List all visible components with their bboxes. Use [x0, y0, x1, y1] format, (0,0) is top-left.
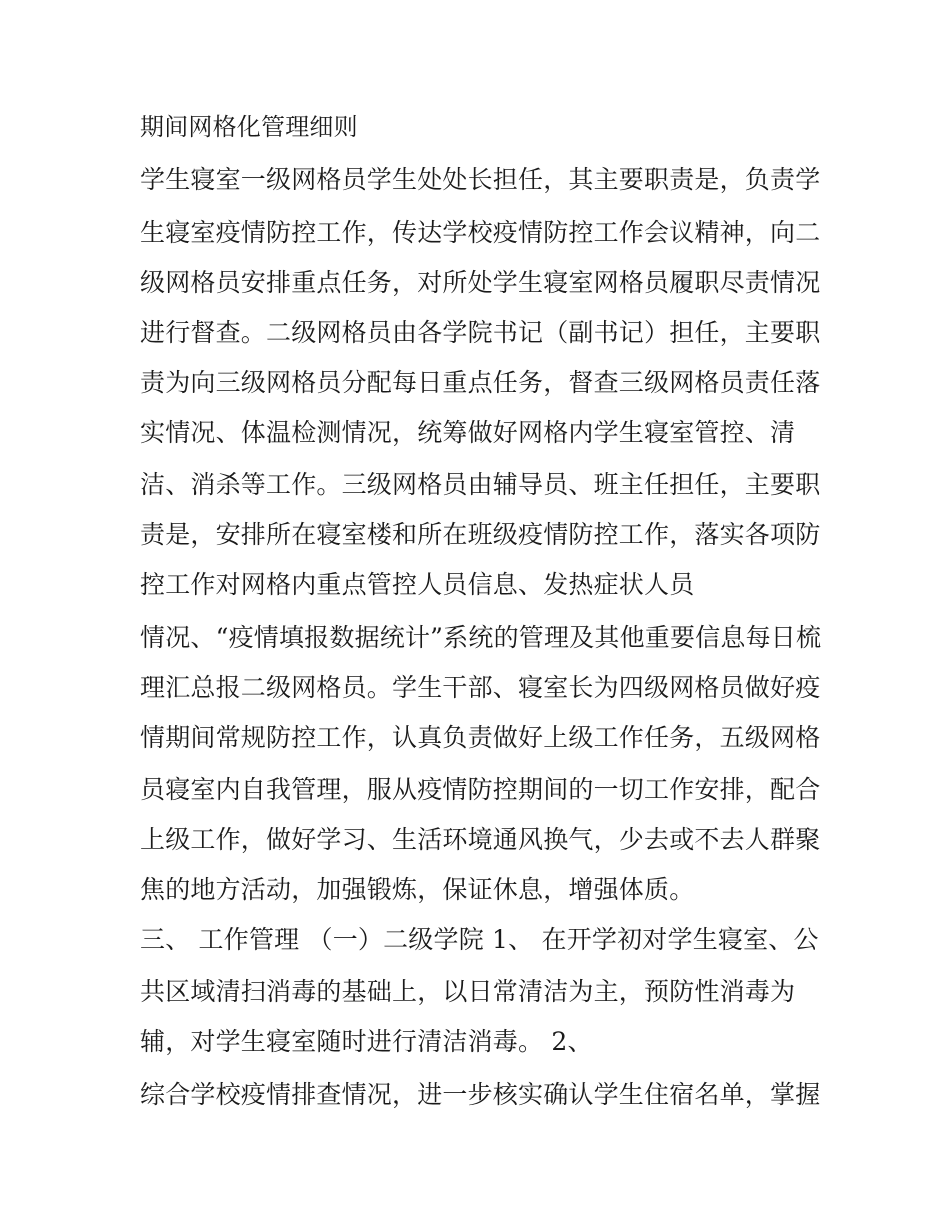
- text-line: 学生寝室一级网格员学生处处长担任，其主要职责是，负责学: [140, 165, 821, 194]
- text-line: 生寝室疫情防控工作，传达学校疫情防控工作会议精神，向二: [140, 218, 821, 247]
- text-line: 焦的地方活动，加强锻炼，保证休息，增强体质。: [140, 875, 695, 904]
- section-heading-line: 三、 工作管理 （一）二级学院 1、 在开学初对学生寝室、公: [140, 925, 819, 954]
- text-line: 控工作对网格内重点管控人员信息、发热症状人员: [140, 570, 695, 599]
- text-line: 员寝室内自我管理，服从疫情防控期间的一切工作安排，配合: [140, 775, 821, 804]
- text-line: 情况、“疫情填报数据统计”系统的管理及其他重要信息每日梳: [140, 623, 822, 652]
- text-line: 共区域清扫消毒的基础上，以日常清洁为主，预防性消毒为: [140, 977, 796, 1006]
- text-line: 综合学校疫情排查情况，进一步核实确认学生住宿名单，掌握: [140, 1080, 821, 1109]
- text-line: 责是，安排所在寝室楼和所在班级疫情防控工作，落实各项防: [140, 520, 821, 549]
- text-line: 实情况、体温检测情况，统筹做好网格内学生寝室管控、清: [140, 418, 796, 447]
- text-line: 级网格员安排重点任务，对所处学生寝室网格员履职尽责情况: [140, 268, 821, 297]
- text-line: 上级工作，做好学习、生活环境通风换气，少去或不去人群聚: [140, 825, 821, 854]
- text-line: 洁、消杀等工作。三级网格员由辅导员、班主任担任，主要职: [140, 470, 821, 499]
- text-line: 情期间常规防控工作，认真负责做好上级工作任务，五级网格: [140, 723, 821, 752]
- document-heading: 期间网格化管理细则: [140, 113, 358, 141]
- text-line: 进行督查。二级网格员由各学院书记（副书记）担任，主要职: [140, 318, 821, 347]
- text-line: 责为向三级网格员分配每日重点任务，督查三级网格员责任落: [140, 368, 821, 397]
- text-line: 辅，对学生寝室随时进行清洁消毒。 2、: [140, 1027, 593, 1056]
- text-line: 理汇总报二级网格员。学生干部、寝室长为四级网格员做好疫: [140, 673, 821, 702]
